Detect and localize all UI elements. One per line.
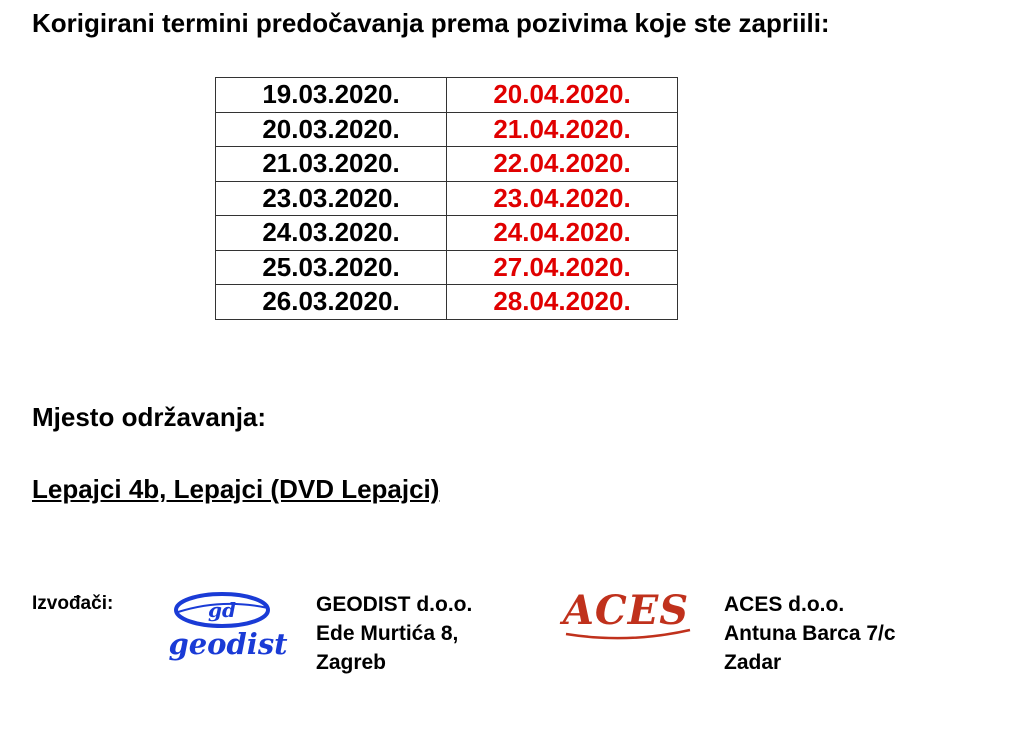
schedule-row [216, 147, 678, 182]
corrected-date: 22.04.2020. [447, 147, 678, 182]
schedule-row [216, 78, 678, 113]
corrected-date: 27.04.2020. [447, 250, 678, 285]
schedule-row [216, 112, 678, 147]
aces-name: ACES d.o.o. [724, 593, 845, 616]
geodist-street: Ede Murtića 8, [316, 622, 459, 645]
geodist-logo [152, 590, 304, 662]
schedule-row [216, 181, 678, 216]
schedule-table [215, 77, 678, 320]
aces-logo-wordmark: ACES [562, 587, 690, 634]
aces-company-info [724, 590, 896, 677]
schedule-row [216, 285, 678, 320]
geodist-logo-monogram: gd [208, 598, 236, 622]
venue-label: Mjesto održavanja: [32, 402, 267, 432]
corrected-date: 24.04.2020. [447, 216, 678, 251]
corrected-date: 20.04.2020. [447, 78, 678, 113]
contractors-label: Izvođači: [32, 593, 114, 614]
venue-address: Lepajci 4b, Lepajci (DVD Lepajci) [32, 474, 440, 504]
geodist-name: GEODIST d.o.o. [316, 593, 473, 616]
corrected-date: 23.04.2020. [447, 181, 678, 216]
aces-logo [558, 586, 698, 648]
geodist-company-info [316, 590, 472, 677]
original-date: 24.03.2020. [216, 216, 447, 251]
page-heading: Korigirani termini predočavanja prema pozivima koje ste zapriili: [32, 8, 830, 38]
geodist-logo-wordmark: geodist [168, 627, 288, 661]
original-date: 23.03.2020. [216, 181, 447, 216]
original-date: 26.03.2020. [216, 285, 447, 320]
original-date: 19.03.2020. [216, 78, 447, 113]
schedule-row [216, 216, 678, 251]
aces-street: Antuna Barca 7/c [724, 622, 896, 645]
original-date: 25.03.2020. [216, 250, 447, 285]
original-date: 20.03.2020. [216, 112, 447, 147]
geodist-city: Zagreb [316, 651, 387, 674]
corrected-date: 21.04.2020. [447, 112, 678, 147]
corrected-date: 28.04.2020. [447, 285, 678, 320]
schedule-row [216, 250, 678, 285]
aces-city: Zadar [724, 651, 782, 674]
original-date: 21.03.2020. [216, 147, 447, 182]
